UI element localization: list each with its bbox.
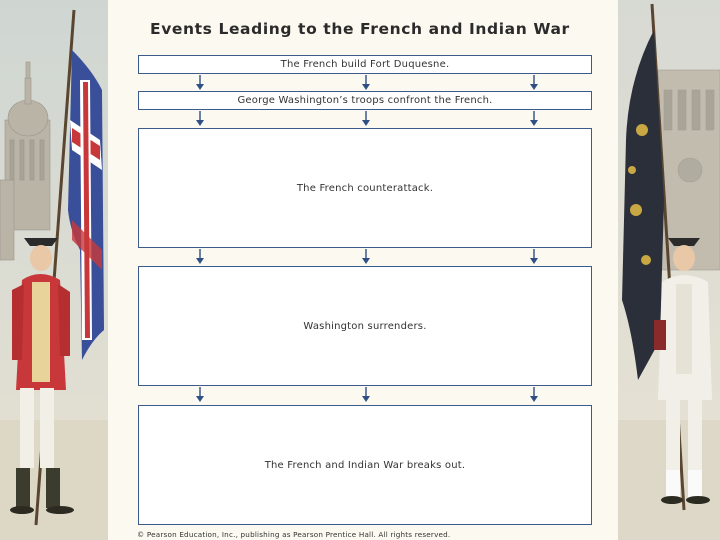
flow-arrows [108, 385, 618, 405]
page-title: Events Leading to the French and Indian War [150, 20, 570, 38]
down-arrow-icon [362, 387, 370, 402]
event-box-war-breaks-out [138, 405, 592, 525]
left-illustration-british-soldier [0, 0, 108, 540]
worksheet-page [108, 0, 618, 540]
down-arrow-icon [530, 111, 538, 126]
down-arrow-icon [196, 75, 204, 90]
down-arrow-icon [362, 75, 370, 90]
event-box-washington-surrenders [138, 266, 592, 386]
down-arrow-icon [530, 387, 538, 402]
event-label: George Washington’s troops confront the French. [237, 95, 493, 106]
flow-arrows [108, 73, 618, 93]
event-label: The French and Indian War breaks out. [264, 459, 466, 471]
copyright-notice: © Pearson Education, Inc., publishing as Pearson Prentice Hall. All rights reserved. [137, 530, 451, 539]
event-label: The French build Fort Duquesne. [280, 59, 450, 70]
right-illustration-french-soldier [618, 0, 720, 540]
down-arrow-icon [530, 249, 538, 264]
down-arrow-icon [196, 111, 204, 126]
event-box-fort-duquesne [138, 55, 592, 74]
down-arrow-icon [196, 249, 204, 264]
event-box-washington-confronts [138, 91, 592, 110]
down-arrow-icon [362, 249, 370, 264]
down-arrow-icon [530, 75, 538, 90]
down-arrow-icon [362, 111, 370, 126]
flow-arrows [108, 247, 618, 267]
down-arrow-icon [196, 387, 204, 402]
event-box-french-counterattack [138, 128, 592, 248]
event-label: Washington surrenders. [303, 320, 427, 332]
event-label: The French counterattack. [296, 182, 434, 194]
flow-arrows [108, 109, 618, 129]
